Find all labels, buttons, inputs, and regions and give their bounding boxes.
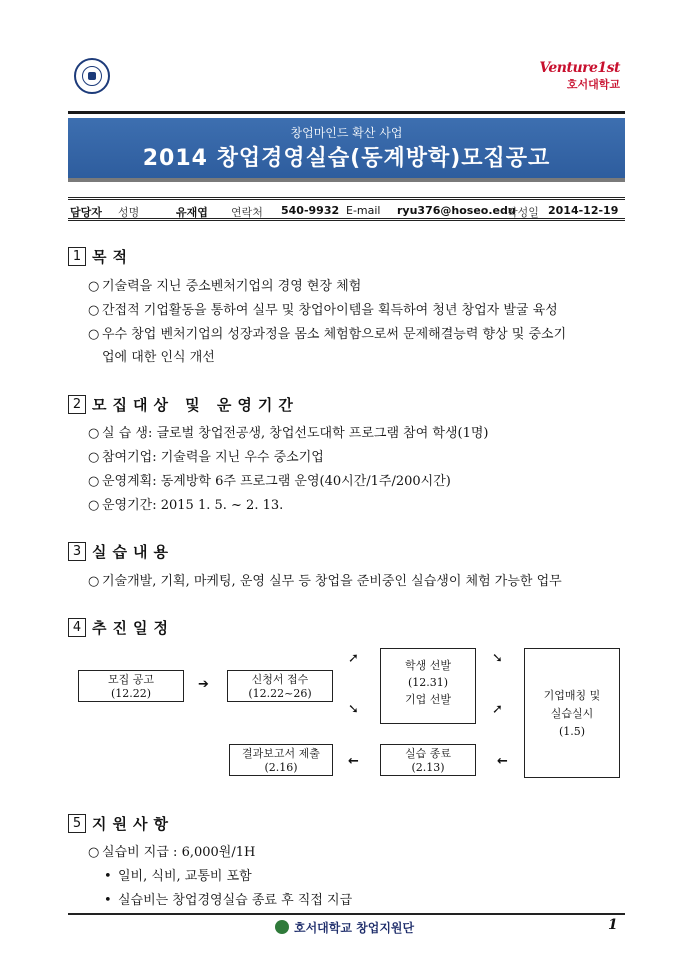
list-item: ○ 실 습 생: 글로벌 창업전공생, 창업선도대학 프로그램 참여 학생(1명)	[88, 426, 489, 441]
email-label: E-mail	[346, 204, 381, 217]
name-label: 성명	[118, 206, 140, 219]
manager-label: 담당자	[70, 206, 102, 219]
section-title: 실습내용	[92, 543, 174, 561]
banner-title: 2014 창업경영실습(동계방학)모집공고	[142, 146, 551, 171]
contact-label: 연락처	[231, 206, 263, 219]
title-banner	[68, 118, 625, 182]
section-title: 목적	[92, 248, 133, 266]
venture-logo-text: Venture1st	[539, 60, 620, 76]
section-heading-support	[68, 813, 174, 835]
email-value: ryu376@hoseo.edu	[397, 204, 516, 217]
university-name-logo: 호서대학교	[566, 78, 620, 91]
section-number: 2	[68, 395, 86, 414]
list-item: ○ 운영기간: 2015 1. 5. ~ 2. 13.	[88, 498, 284, 513]
section-number: 4	[68, 618, 86, 637]
section-title: 추진일정	[92, 619, 174, 637]
flow-box-end: 실습 종료 (2.13)	[380, 744, 476, 776]
university-emblem-icon	[74, 58, 110, 94]
footer-rule	[68, 913, 625, 915]
list-item: ○ 참여기업: 기술력을 지닌 우수 중소기업	[88, 450, 324, 465]
arrow-left-icon: ←	[348, 754, 359, 769]
name-value: 유재엽	[176, 206, 208, 219]
list-item: ○ 운영계획: 동계방학 6주 프로그램 운영(40시간/1주/200시간)	[88, 474, 451, 489]
bullet-item: • 일비, 식비, 교통비 포함	[104, 869, 252, 884]
arrow-down-right-icon: ➘	[492, 651, 503, 666]
date-value: 2014-12-19	[548, 204, 619, 217]
section-number: 1	[68, 247, 86, 266]
header-rule	[68, 111, 625, 114]
section-heading-content	[68, 541, 174, 563]
section-title: 지원사항	[92, 815, 174, 833]
list-item: ○ 기술개발, 기획, 마케팅, 운영 실무 등 창업을 준비중인 실습생이 체험 가능한 업무	[88, 574, 562, 589]
list-item: ○ 기술력을 지닌 중소벤처기업의 경영 현장 체험	[88, 279, 362, 294]
flow-box-apply: 신청서 접수 (12.22~26)	[227, 670, 333, 702]
section-heading-schedule	[68, 617, 174, 639]
info-row	[68, 197, 625, 221]
banner-subtitle: 창업마인드 확산 사업	[290, 126, 403, 140]
bullet-item: • 실습비는 창업경영실습 종료 후 직접 지급	[104, 893, 353, 908]
arrow-right-icon: ➔	[198, 677, 209, 692]
startup-center-logo-icon	[275, 920, 289, 934]
arrow-down-right-icon: ➘	[348, 702, 359, 717]
section-title: 모집대상 및 운영기간	[92, 396, 299, 414]
flow-box-match: 기업매칭 및 실습실시 (1.5)	[524, 648, 620, 778]
page-number: 1	[608, 917, 618, 933]
date-label: 작성일	[507, 206, 539, 219]
flow-box-select: 학생 선발 (12.31) 기업 선발	[380, 648, 476, 724]
section-heading-purpose	[68, 246, 133, 268]
arrow-up-right-icon: ➚	[348, 651, 359, 666]
list-item: ○ 실습비 지급 : 6,000원/1H	[88, 845, 256, 860]
flow-box-report: 결과보고서 제출 (2.16)	[229, 744, 333, 776]
flow-box-recruit: 모집 공고 (12.22)	[78, 670, 184, 702]
list-item: ○ 우수 창업 벤처기업의 성장과정을 몸소 체험함으로써 문제해결능력 향상 및 중소기	[88, 327, 567, 342]
arrow-up-right-icon: ➚	[492, 702, 503, 717]
section-number: 3	[68, 542, 86, 561]
list-item: ○ 간접적 기업활동을 통하여 실무 및 창업아이템을 획득하여 청년 창업자 발굴 육성	[88, 303, 558, 318]
list-item-continuation: 업에 대한 인식 개선	[102, 350, 215, 365]
section-number: 5	[68, 814, 86, 833]
section-heading-target	[68, 394, 299, 416]
contact-value: 540-9932	[281, 204, 340, 217]
arrow-left-icon: ←	[497, 754, 508, 769]
footer-organization: 호서대학교 창업지원단	[294, 921, 415, 935]
